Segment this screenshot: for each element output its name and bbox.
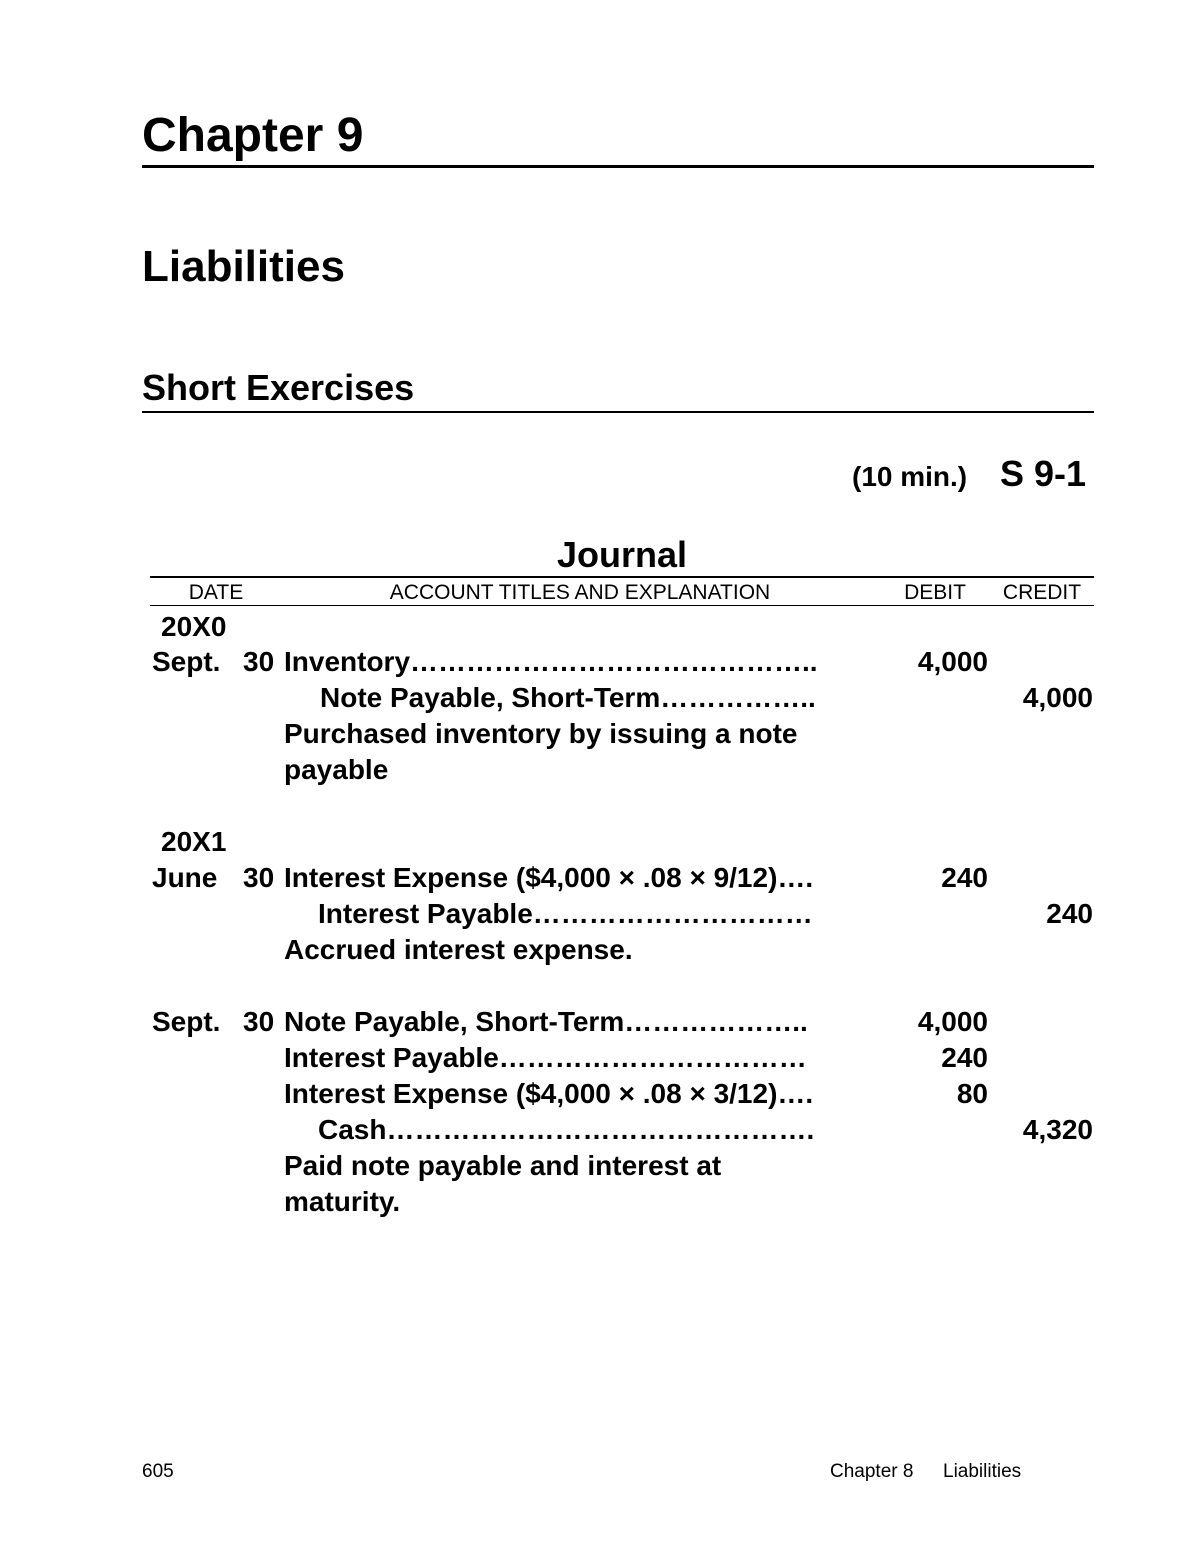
journal-debit: 4,000 — [917, 646, 988, 677]
page-number: 605 — [142, 1461, 174, 1482]
journal-account: Inventory…………………………………….. — [284, 646, 818, 677]
journal-account: Interest Payable…………………………… — [284, 1042, 807, 1073]
title-rule — [142, 165, 1094, 168]
journal-explanation: maturity. — [284, 1186, 401, 1217]
journal-explanation: Accrued interest expense. — [284, 934, 633, 965]
journal-day: 30 — [243, 1006, 275, 1037]
journal-year: 20X1 — [161, 826, 227, 857]
journal-explanation: Paid note payable and interest at — [284, 1150, 722, 1181]
journal-account-credit: Note Payable, Short-Term…………….. — [320, 682, 816, 713]
chapter-title: Chapter 9 — [142, 109, 364, 162]
chapter-name: Liabilities — [142, 242, 345, 291]
header-account: ACCOUNT TITLES AND EXPLANATION — [389, 581, 771, 604]
header-credit: CREDIT — [1002, 581, 1082, 604]
journal-debit: 80 — [956, 1078, 988, 1109]
journal-debit: 240 — [941, 862, 988, 893]
journal-explanation: payable — [284, 754, 389, 785]
journal-debit: 240 — [941, 1042, 988, 1073]
journal-month: June — [152, 862, 218, 893]
journal-account-credit: Cash………………………………………. — [318, 1114, 815, 1145]
journal-credit: 4,320 — [1022, 1114, 1093, 1145]
footer-chapter-name: Liabilities — [943, 1461, 1022, 1482]
section-rule — [142, 411, 1094, 413]
journal-month: Sept. — [152, 646, 221, 677]
journal-day: 30 — [243, 862, 275, 893]
journal-credit: 4,000 — [1022, 682, 1093, 713]
journal-credit: 240 — [1046, 898, 1093, 929]
header-date: DATE — [188, 581, 244, 604]
header-debit: DEBIT — [904, 581, 966, 604]
journal-top-rule — [150, 576, 1094, 578]
journal-month: Sept. — [152, 1006, 221, 1037]
journal-account: Interest Expense ($4,000 × .08 × 3/12)…. — [284, 1078, 814, 1109]
journal-account: Note Payable, Short-Term……………….. — [284, 1006, 808, 1037]
footer-chapter: Chapter 8 — [830, 1461, 914, 1482]
journal-year: 20X0 — [161, 611, 227, 642]
exercise-id: S 9-1 — [1000, 453, 1087, 494]
section-title: Short Exercises — [142, 367, 415, 408]
journal-debit: 4,000 — [917, 1006, 988, 1037]
journal-day: 30 — [243, 646, 275, 677]
journal-explanation: Purchased inventory by issuing a note — [284, 718, 798, 749]
journal-account-credit: Interest Payable………………………… — [318, 898, 813, 929]
journal-header-rule — [150, 605, 1094, 606]
journal-account: Interest Expense ($4,000 × .08 × 9/12)…. — [284, 862, 814, 893]
journal-title: Journal — [556, 534, 688, 575]
exercise-time: (10 min.) — [852, 461, 968, 492]
